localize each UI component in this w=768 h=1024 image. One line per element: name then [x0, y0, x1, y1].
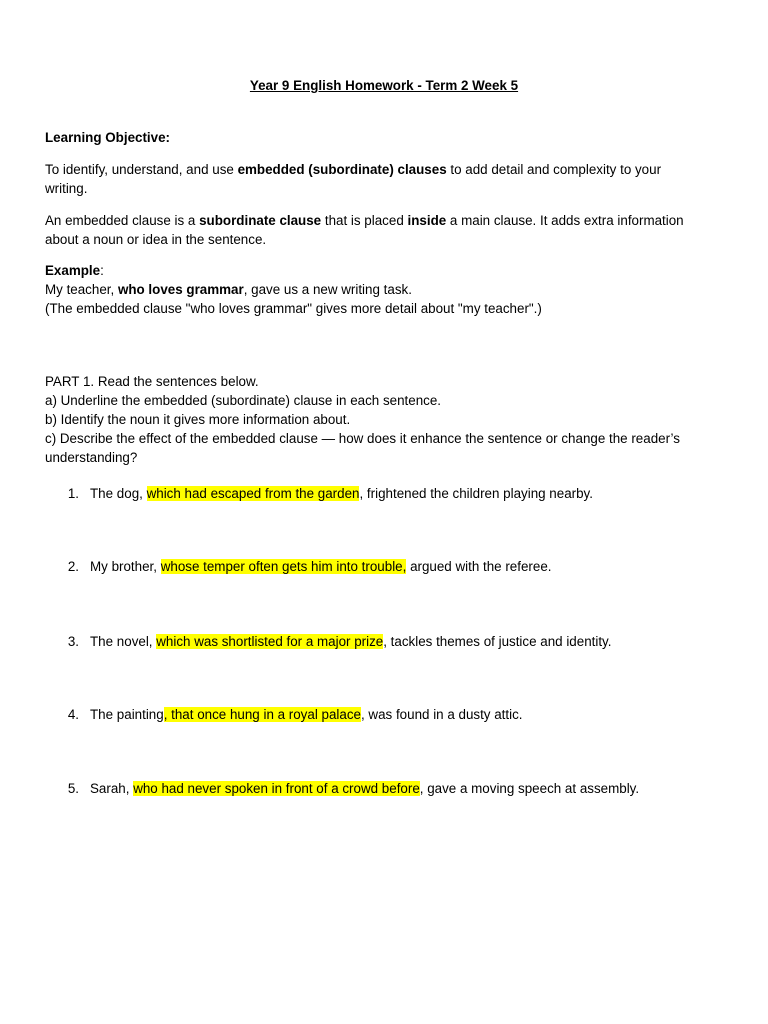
sentence-text-pre: Sarah, — [90, 781, 134, 796]
example-text-post: , gave us a new writing task. — [243, 282, 412, 297]
example-line-2: (The embedded clause "who loves grammar" gives more detail about "my teacher".) — [45, 301, 542, 316]
list-item-text — [90, 705, 523, 724]
highlighted-clause: who had never spoken in front of a crowd before — [133, 781, 420, 796]
definition-text-pre: An embedded clause is a — [45, 213, 200, 228]
objective-text-post: to add detail and complexity to your — [446, 162, 662, 177]
objective-text-bold: embedded (subordinate) clauses — [237, 162, 447, 177]
definition-line-2: about a noun or idea in the sentence. — [45, 232, 267, 247]
example-heading — [45, 261, 104, 280]
sentence-text-post: , frightened the children playing nearby. — [359, 486, 593, 501]
part1-heading: PART 1. Read the sentences below. — [45, 374, 259, 389]
sentence-text-pre: My brother, — [90, 559, 161, 574]
sentence-text-post: argued with the referee. — [406, 559, 552, 574]
example-text-pre: My teacher, — [45, 282, 118, 297]
sentence-text-post: , was found in a dusty attic. — [360, 707, 523, 722]
objective-heading — [45, 128, 170, 147]
sentence-text-post: , tackles themes of justice and identity. — [383, 634, 612, 649]
part1-instruction-a: a) Underline the embedded (subordinate) clause in each sentence. — [45, 393, 442, 408]
objective-heading-text: Learning Objective: — [45, 130, 171, 145]
example-text-bold: who loves grammar — [117, 282, 244, 297]
sentence-text-pre: The novel, — [90, 634, 157, 649]
definition-bold-subordinate: subordinate clause — [199, 213, 322, 228]
objective-text-pre: To identify, understand, and use — [45, 162, 238, 177]
sentence-text-pre: The dog, — [90, 486, 147, 501]
part1-instruction-c-line-2: understanding? — [45, 450, 138, 465]
list-item-number: 2. — [67, 559, 79, 574]
definition-bold-inside: inside — [407, 213, 447, 228]
definition-text-mid: that is placed — [321, 213, 408, 228]
highlighted-clause: which was shortlisted for a major prize — [156, 634, 384, 649]
definition-text-post: a main clause. It adds extra information — [446, 213, 684, 228]
list-item-number: 1. — [67, 486, 79, 501]
example-heading-text: Example — [45, 263, 101, 278]
list-item-number: 3. — [67, 634, 79, 649]
sentence-text-pre: The painting — [90, 707, 164, 722]
example-heading-colon: : — [100, 263, 104, 278]
list-item-number: 5. — [67, 781, 79, 796]
example-line-1 — [45, 280, 412, 299]
highlighted-clause: whose temper often gets him into trouble, — [160, 559, 407, 574]
list-item-text — [90, 557, 552, 576]
part1-instruction-b: b) Identify the noun it gives more information about. — [45, 412, 351, 427]
objective-line-1 — [45, 160, 661, 179]
objective-line-2: writing. — [45, 181, 88, 196]
part1-instruction-c-line-1: c) Describe the effect of the embedded clause — how does it enhance the sentence or change the reader’s — [45, 431, 680, 446]
definition-line-1 — [45, 211, 684, 230]
list-item-number: 4. — [67, 707, 79, 722]
highlighted-clause: which had escaped from the garden — [146, 486, 360, 501]
list-item-text — [90, 484, 593, 503]
list-item-text — [90, 779, 639, 798]
page-title: Year 9 English Homework - Term 2 Week 5 — [249, 78, 519, 93]
sentence-text-post: , gave a moving speech at assembly. — [419, 781, 640, 796]
list-item-text — [90, 632, 611, 651]
highlighted-clause: , that once hung in a royal palace — [163, 707, 361, 722]
